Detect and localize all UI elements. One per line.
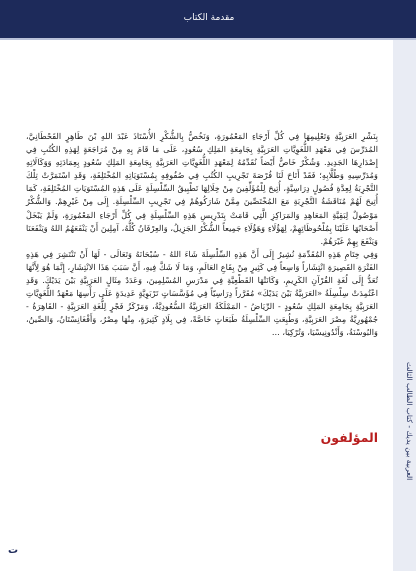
preface-text: [26, 130, 378, 340]
page-number: ت: [8, 545, 19, 556]
page-header: [0, 0, 416, 40]
side-book-title: العربية بين يديك - كتاب الطالب الثالث: [405, 361, 414, 480]
header-title: مقدمة الكتاب: [183, 13, 235, 23]
paragraph-1: بِنَشْرِ العَرَبِيَّةِ وَتَعْلِيمِهَا فِي كُلِّ أَرْجَاءِ المَعْمُورَةِ، وَنَخُصُّ بِالشُّكْرِ الأُسْتَاذَ عَبْدَ اللهِ بْنَ طَاهِرٍ القَحْطَانِيَّ، المُدَرِّسَ فِي مَعْهَدِ اللُّغَوِيَّاتِ العَرَبِيَّةِ بِجَامِعَةِ المَلِكِ سُعُودٍ، عَلَى مَا قَامَ بِهِ مِنْ مُرَاجَعَةٍ لِهَذِهِ الكُتُبِ فِي إِصْدَارِهَا الجَدِيدِ. وَشُكْرٌ خَاصٌّ أَيْضاً نُقَدِّمُهُ لِمَعْهَدِ اللُّغَوِيَّاتِ العَرَبِيَّةِ بِجَامِعَةِ المَلِكِ سُعُودٍ بِعِمَادَتِهِ وَوَكَالَاتِهِ وَمُدَرِّسِيهِ وَطُلَّابِهِ؛ فَقَدْ أَتَاحَ لَنَا فُرْصَةَ تَجْرِيبِ الكُتُبِ فِي صُفُوفِهِ بِمُسْتَوَيَاتِهِ المُخْتَلِفَةِ، وَقَدِ اسْتَمَرَّتْ تِلْكَ التَّجْرِبَةُ لِعِدَّةِ فُصُولٍ دِرَاسِيَّةٍ، أُتِيحَ لِلْمُؤَلِّفِينَ مِنْ خِلَالِهَا تَطْبِيقُ السِّلْسِلَةِ عَلَى هَذِهِ المُسْتَوَيَاتِ المُخْتَلِفَةِ، كَمَا أُتِيحَ لَهُمْ مُنَاقَشَةُ التَّجْرِبَةِ مَعَ المُخْتَصِّينَ مِمَّنْ شَارَكُوهُمْ فِي تَجْرِيبِ السِّلْسِلَةِ. إِلَى مِنْ غَيْرِهِمْ. وَالشُّكْرُ مَوْصُولٌ لِبَقِيَّةِ المَعَاهِدِ وَالمَرَاكِزِ الَّتِي قَامَتْ بِتَدْرِيسِ هَذِهِ السِّلْسِلَةِ فِي كُلِّ أَرْجَاءِ المَعْمُورَةِ، وَلَمْ يَبْخَلْ أَصْحَابُهَا عَلَيْنَا بِمُلْحُوظَاتِهِمْ، لِهَؤُلَاءِ وَهَؤُلَاءِ جَمِيعاً الشُّكْرُ الجَزِيلُ، وَالعِرْفَانُ كُلُّهُ، آمِلِينَ أَنْ يَنْفَعَهُمُ اللهُ وَيَنْفَعَنَا وَيَنْفَعَ بِهِمْ غَيْرَهُمْ.: [26, 131, 378, 246]
paragraph-2: وَفِي خِتَامِ هَذِهِ المُقَدِّمَةِ نُشِيرُ إِلَى أَنَّ هَذِهِ السِّلْسِلَةَ شَاءَ اللهُ - سُبْحَانَهُ وَتَعَالَى - لَهَا أَنْ تَنْتَشِرَ فِي هَذِهِ الفَتْرَةِ القَصِيرَةِ انْتِشَاراً وَاسِعاً فِي كَثِيرٍ مِنْ بِقَاعِ العَالَمِ، وَمَا لَا شَكَّ فِيهِ، أَنَّ سَبَبَ هَذَا الانْتِشَارِ، إِنَّمَا هُوَ لِأَنَّهَا تُعَدُّ إِلَى لُغَةِ القُرْآنِ الكَرِيمِ، وَكَانَتْهَا القَطْعِيَّةِ فِي مَدْرَسِ المُسْلِمِينَ، وَعَدَدٌ مِثَالٍ العَرَبِيَّةِ بَيْنَ يَدَيْكَ. وَقَدِ اعْتُمِدَتْ سِلْسِلَةُ «العَرَبِيَّةُ بَيْنَ يَدَيْكَ» مُقَرَّراً دِرَاسِيّاً فِي مُؤَسَّسَاتٍ تَرْبَوِيَّةٍ عَدِيدَةٍ عَلَى رَأْسِهَا مَعْهَدُ اللُّغَوِيَّاتِ العَرَبِيَّةِ بِجَامِعَةِ المَلِكِ سُعُودٍ - الرِّيَاضُ - المَمْلَكَةُ العَرَبِيَّةُ السُّعُودِيَّةُ، وَمَرْكَزُ فَجْرٍ لِلُّغَةِ العَرَبِيَّةِ - القَاهِرَةُ - جُمْهُورِيَّةُ مِصْرَ العَرَبِيَّةِ، وَطُبِعَتِ السِّلْسِلَةُ طَبَعَاتٍ خَاصَّةً، فِي بِلَادٍ كَثِيرَةٍ، مِنْهَا مِصْرُ، وَأَفْغَانِسْتَانُ، وَالصِّينُ، وَالبُوسْنَةُ، وَأَنْدُونِيسْيَا، وَتُرْكِيَا، ...: [26, 248, 378, 338]
authors-signature: المؤلفون: [320, 430, 378, 445]
